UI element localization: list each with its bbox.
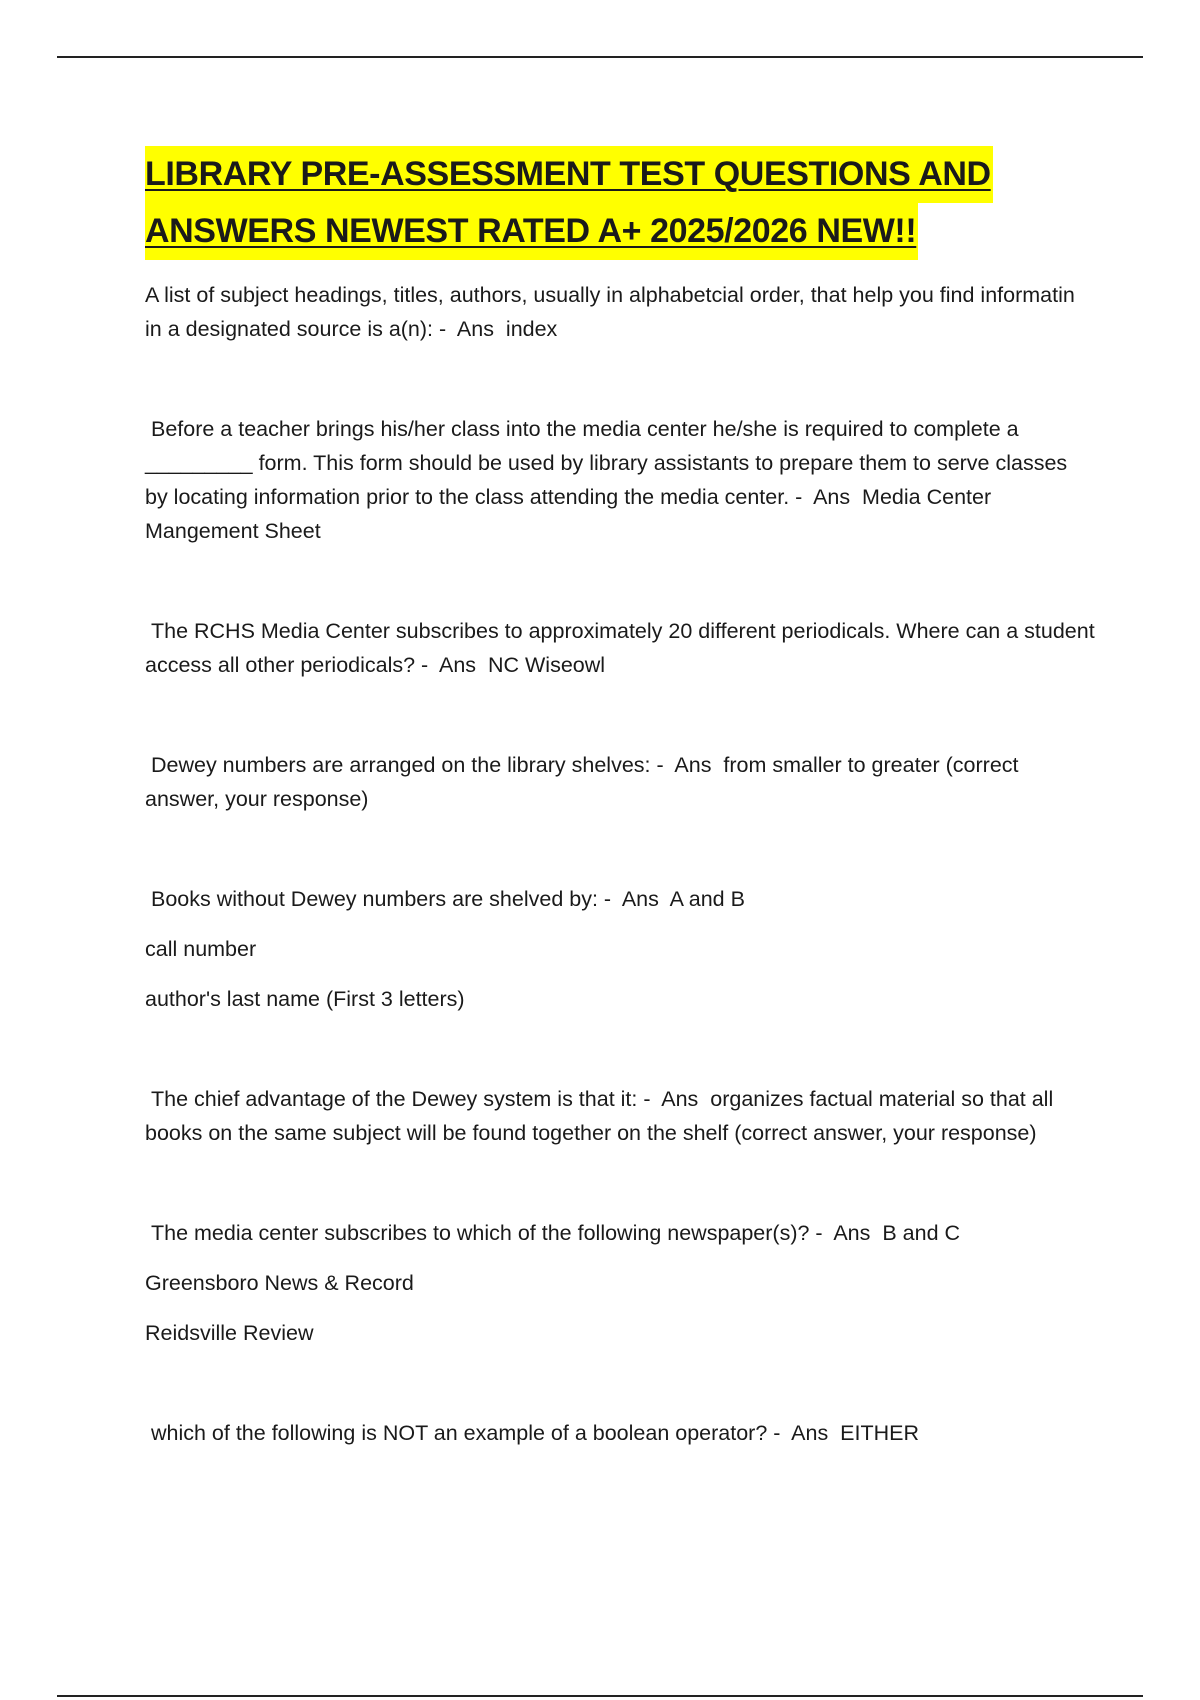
question-text: The chief advantage of the Dewey system is that it: - Ans organizes factual material so that all books on the same subject will be found together on the shelf (correct answer, your response) bbox=[145, 1087, 1060, 1145]
qa-item bbox=[145, 412, 1095, 548]
question-text: The RCHS Media Center subscribes to approximately 20 different periodicals. Where can a student access all other periodicals? - Ans NC Wiseowl bbox=[145, 619, 1101, 677]
qa-item bbox=[145, 278, 1095, 346]
qa-item bbox=[145, 1082, 1095, 1150]
bottom-rule bbox=[57, 1695, 1143, 1697]
qa-item bbox=[145, 1416, 1095, 1450]
document-title bbox=[145, 146, 1095, 260]
title-line-1: LIBRARY PRE-ASSESSMENT TEST QUESTIONS AND bbox=[145, 146, 993, 203]
question-text: The media center subscribes to which of the following newspaper(s)? - Ans B and C bbox=[145, 1221, 961, 1245]
question-text: Books without Dewey numbers are shelved by: - Ans A and B bbox=[145, 887, 745, 911]
qa-item bbox=[145, 882, 1095, 1016]
question-text: which of the following is NOT an example of a boolean operator? - Ans EITHER bbox=[145, 1421, 920, 1445]
title-line-2: ANSWERS NEWEST RATED A+ 2025/2026 NEW!! bbox=[145, 203, 918, 260]
question-text: Dewey numbers are arranged on the library shelves: - Ans from smaller to greater (correct answer, your response) bbox=[145, 753, 1025, 811]
answer-option: Reidsville Review bbox=[145, 1321, 314, 1345]
document-body bbox=[145, 146, 1101, 1516]
top-rule bbox=[57, 56, 1143, 58]
qa-item bbox=[145, 748, 1095, 816]
answer-option: Greensboro News & Record bbox=[145, 1271, 414, 1295]
qa-list bbox=[145, 278, 1101, 1450]
qa-item bbox=[145, 1216, 1095, 1350]
question-text: Before a teacher brings his/her class into the media center he/she is required to complete a _________ form. This form should be used by library assistants to prepare them to serve classes by locating information prior to the class attending the media center. - Ans Media Center Mangement Sheet bbox=[145, 417, 1074, 543]
answer-option: call number bbox=[145, 937, 257, 961]
qa-item bbox=[145, 614, 1101, 682]
question-text: A list of subject headings, titles, authors, usually in alphabetcial order, that help you find informatin in a designated source is a(n): - Ans index bbox=[145, 283, 1081, 341]
answer-option: author's last name (First 3 letters) bbox=[145, 987, 465, 1011]
